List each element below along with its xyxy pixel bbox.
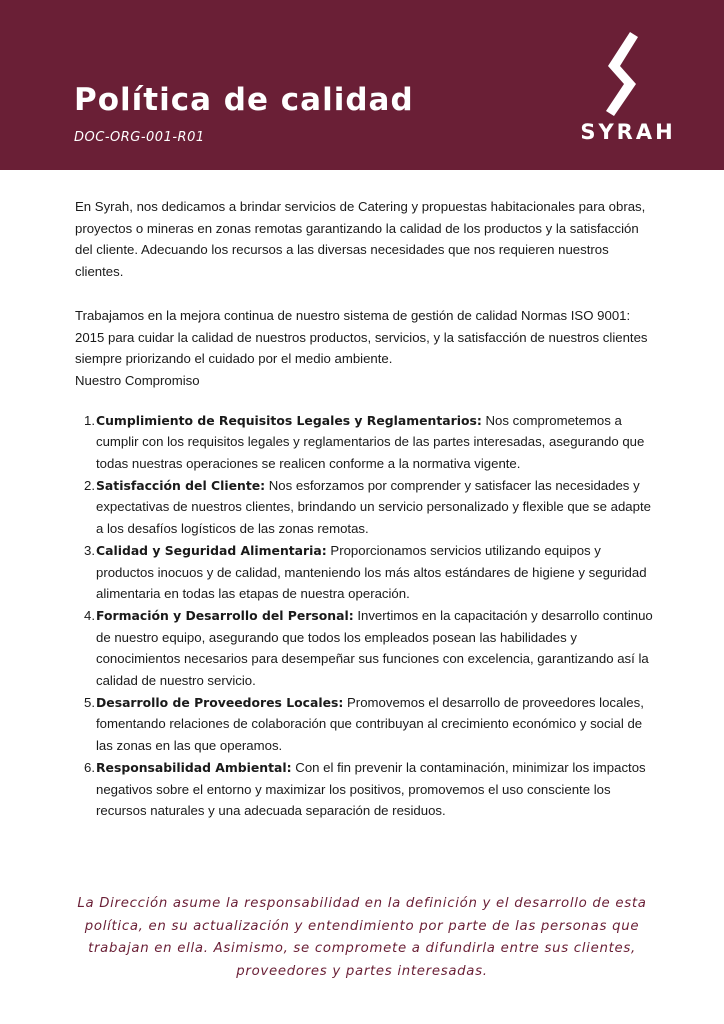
list-item-title: Formación y Desarrollo del Personal: bbox=[96, 607, 354, 623]
list-item-number: 3. bbox=[84, 542, 95, 558]
list-item-title: Calidad y Seguridad Alimentaria: bbox=[96, 542, 327, 558]
list-item-text: Promovemos el desarrollo de proveedores locales, fomentando relaciones de colaboración que contribuyan al crecimiento económico y social de las zonas en las que operamos. bbox=[96, 694, 644, 754]
intro-paragraph-2: Trabajamos en la mejora continua de nuestro sistema de gestión de calidad Normas ISO 9001: 2015 para cuidar la calidad de nuestros productos, servicios, y la satisfacción de nuestros clientes siempre priorizando el cuidado por el medio ambiente. bbox=[75, 307, 648, 367]
list-item-number: 6. bbox=[84, 759, 95, 775]
header-banner bbox=[0, 0, 724, 170]
list-item-title: Desarrollo de Proveedores Locales: bbox=[96, 694, 344, 710]
policy-body bbox=[75, 196, 655, 822]
list-item bbox=[84, 540, 655, 605]
list-item bbox=[84, 692, 655, 757]
closing-statement: La Dirección asume la responsabilidad en la definición y el desarrollo de esta política, en su actualización y entendimiento por parte de las personas que trabajan en ella. Asimismo, se compromete a difundirla entre sus clientes, proveedores y partes interesadas. bbox=[77, 896, 647, 979]
list-item-number: 2. bbox=[84, 477, 95, 493]
logo-wordmark: SYRAH bbox=[580, 120, 676, 144]
list-item-text: Con el fin prevenir la contaminación, minimizar los impactos negativos sobre el entorno y maximizar los positivos, promovemos el uso consciente los recursos naturales y una adecuada separación de residuos. bbox=[96, 759, 646, 819]
list-item bbox=[84, 410, 655, 475]
list-item-text: Invertimos en la capacitación y desarrollo continuo de nuestro equipo, asegurando que todos los empleados posean las habilidades y conocimientos necesarios para desempeñar sus funciones con excelencia, garantizando así la calidad de nuestro servicio. bbox=[96, 607, 653, 689]
list-item-text: Proporcionamos servicios utilizando equipos y productos inocuos y de calidad, manteniendo los más altos estándares de higiene y seguridad alimentaria en todas las etapas de nuestra operación. bbox=[96, 542, 647, 602]
list-item-title: Cumplimiento de Requisitos Legales y Reglamentarios: bbox=[96, 412, 482, 428]
page-title: Política de calidad bbox=[74, 82, 414, 118]
list-item bbox=[84, 757, 655, 822]
list-item-number: 5. bbox=[84, 694, 95, 710]
list-item-number: 1. bbox=[84, 412, 95, 428]
syrah-logo-mark-icon bbox=[606, 32, 648, 116]
commitment-heading: Nuestro Compromiso bbox=[75, 372, 200, 388]
list-item bbox=[84, 605, 655, 692]
document-code: DOC-ORG-001-R01 bbox=[74, 130, 205, 145]
list-item-title: Responsabilidad Ambiental: bbox=[96, 759, 292, 775]
list-item-text: Nos esforzamos por comprender y satisfacer las necesidades y expectativas de nuestros clientes, brindando un servicio personalizado y flexible que se adapte a los desafíos logísticos de las zonas remotas. bbox=[96, 477, 651, 537]
syrah-logo bbox=[578, 32, 678, 144]
commitments-list bbox=[75, 410, 655, 822]
list-item-number: 4. bbox=[84, 607, 95, 623]
list-item-title: Satisfacción del Cliente: bbox=[96, 477, 266, 493]
list-item-text: Nos comprometemos a cumplir con los requisitos legales y reglamentarios de las partes interesadas, asegurando que todas nuestras operaciones se realicen conforme a la normativa vigente. bbox=[96, 412, 645, 472]
list-item bbox=[84, 475, 655, 540]
intro-paragraph-1: En Syrah, nos dedicamos a brindar servicios de Catering y propuestas habitacionales para obras, proyectos o mineras en zonas remotas garantizando la calidad de los productos y la satisfacción del cliente. Adecuando los recursos a las diversas necesidades que nos requieren nuestros clientes. bbox=[75, 199, 646, 280]
